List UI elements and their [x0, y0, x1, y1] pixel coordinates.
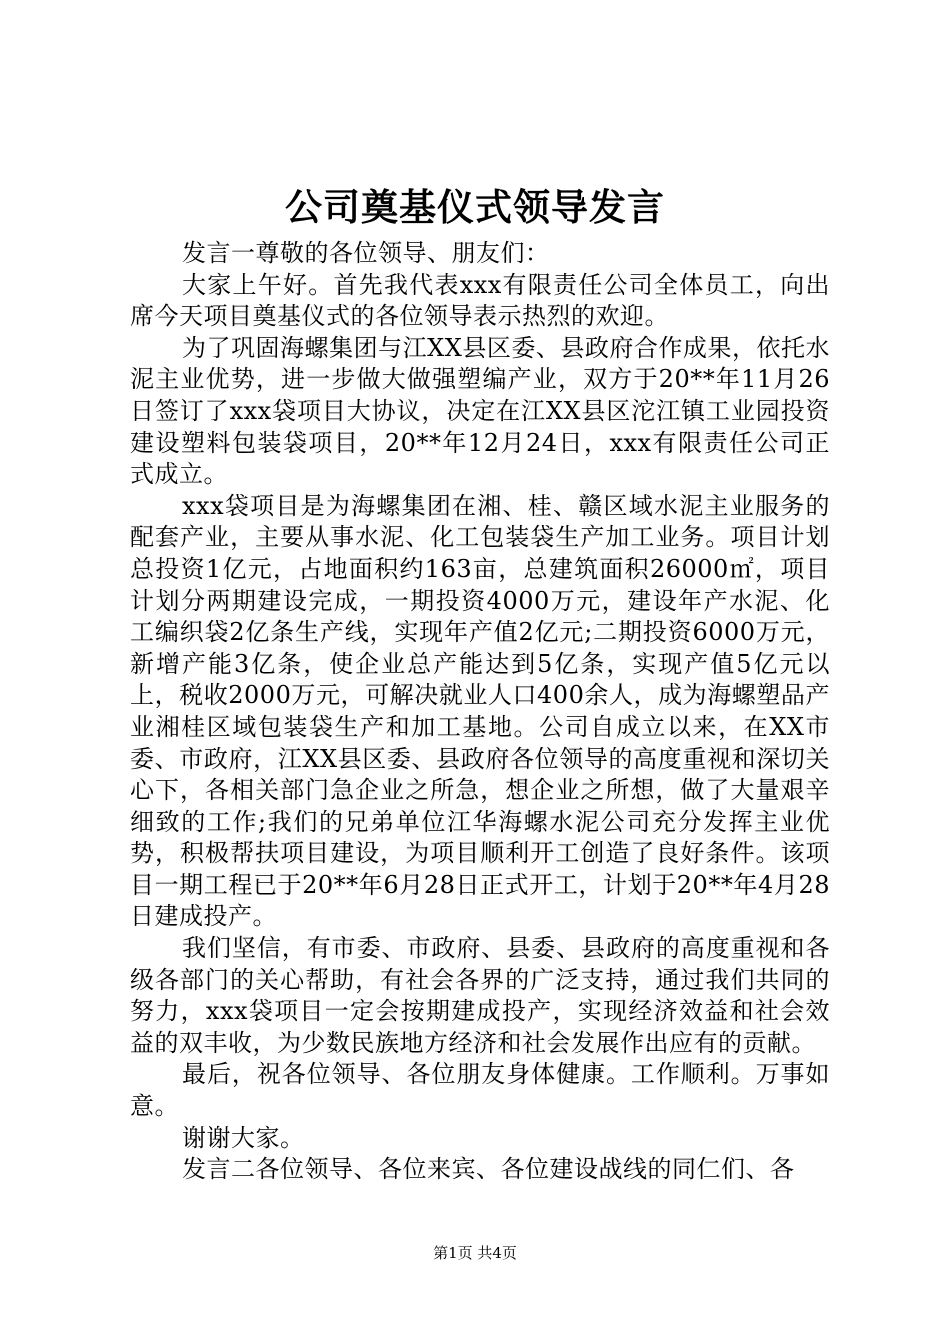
document-body — [130, 238, 830, 1186]
paragraph-salutation: 发言一尊敬的各位领导、朋友们： — [182, 239, 550, 267]
paragraph-confidence: 我们坚信，有市委、市政府、县委、县政府的高度重视和各级各部门的关心帮助，有社会各界的广泛支持，通过我们共同的努力，xxx袋项目一定会按期建成投产，实现经济效益和社会效益的双丰收，为少数民族地方经济和社会发展作出应有的贡献。 — [130, 934, 830, 1057]
paragraph-closing-wishes: 最后，祝各位领导、各位朋友身体健康。工作顺利。万事如意。 — [130, 1060, 830, 1121]
paragraph-greeting: 大家上午好。首先我代表xxx有限责任公司全体员工，向出席今天项目奠基仪式的各位领导表示热烈的欢迎。 — [130, 270, 830, 331]
paragraph-speech-two-start: 发言二各位领导、各位来宾、各位建设战线的同仁们、各 — [182, 1155, 795, 1184]
page-number-footer: 第1页 共4页 — [433, 1244, 517, 1262]
paragraph-project-details: xxx袋项目是为海螺集团在湘、桂、赣区域水泥主业服务的配套产业，主要从事水泥、化工包装袋生产加工业务。项目计划总投资1亿元，占地面积约163亩，总建筑面积26000㎡，项目计划分两期建设完成，一期投资4000万元，建设年产水泥、化工编织袋2亿条生产线，实现年产值2亿元;二期投资6000万元，新增产能3亿条，使企业总产能达到5亿条，实现产值5亿元以上，税收2000万元，可解决就业人口400余人，成为海螺塑品产业湘桂区域包装袋生产和加工基地。公司自成立以来，在XX市委、市政府，江XX县区委、县政府各位领导的高度重视和深切关心下，各相关部门急企业之所急，想企业之所想，做了大量艰辛细致的工作;我们的兄弟单位江华海螺水泥公司充分发挥主业优势，积极帮扶项目建设，为项目顺利开工创造了良好条件。该项目一期工程已于20**年6月28日正式开工，计划于20**年4月28日建成投产。 — [130, 491, 830, 931]
document-title: 公司奠基仪式领导发言 — [285, 186, 665, 229]
paragraph-thanks: 谢谢大家。 — [182, 1123, 305, 1152]
paragraph-background: 为了巩固海螺集团与江XX县区委、县政府合作成果，依托水泥主业优势，进一步做大做强塑编产业，双方于20**年11月26日签订了xxx袋项目大协议，决定在江XX县区沱江镇工业园投资建设塑料包装袋项目，20**年12月24日，xxx有限责任公司正式成立。 — [130, 333, 830, 489]
